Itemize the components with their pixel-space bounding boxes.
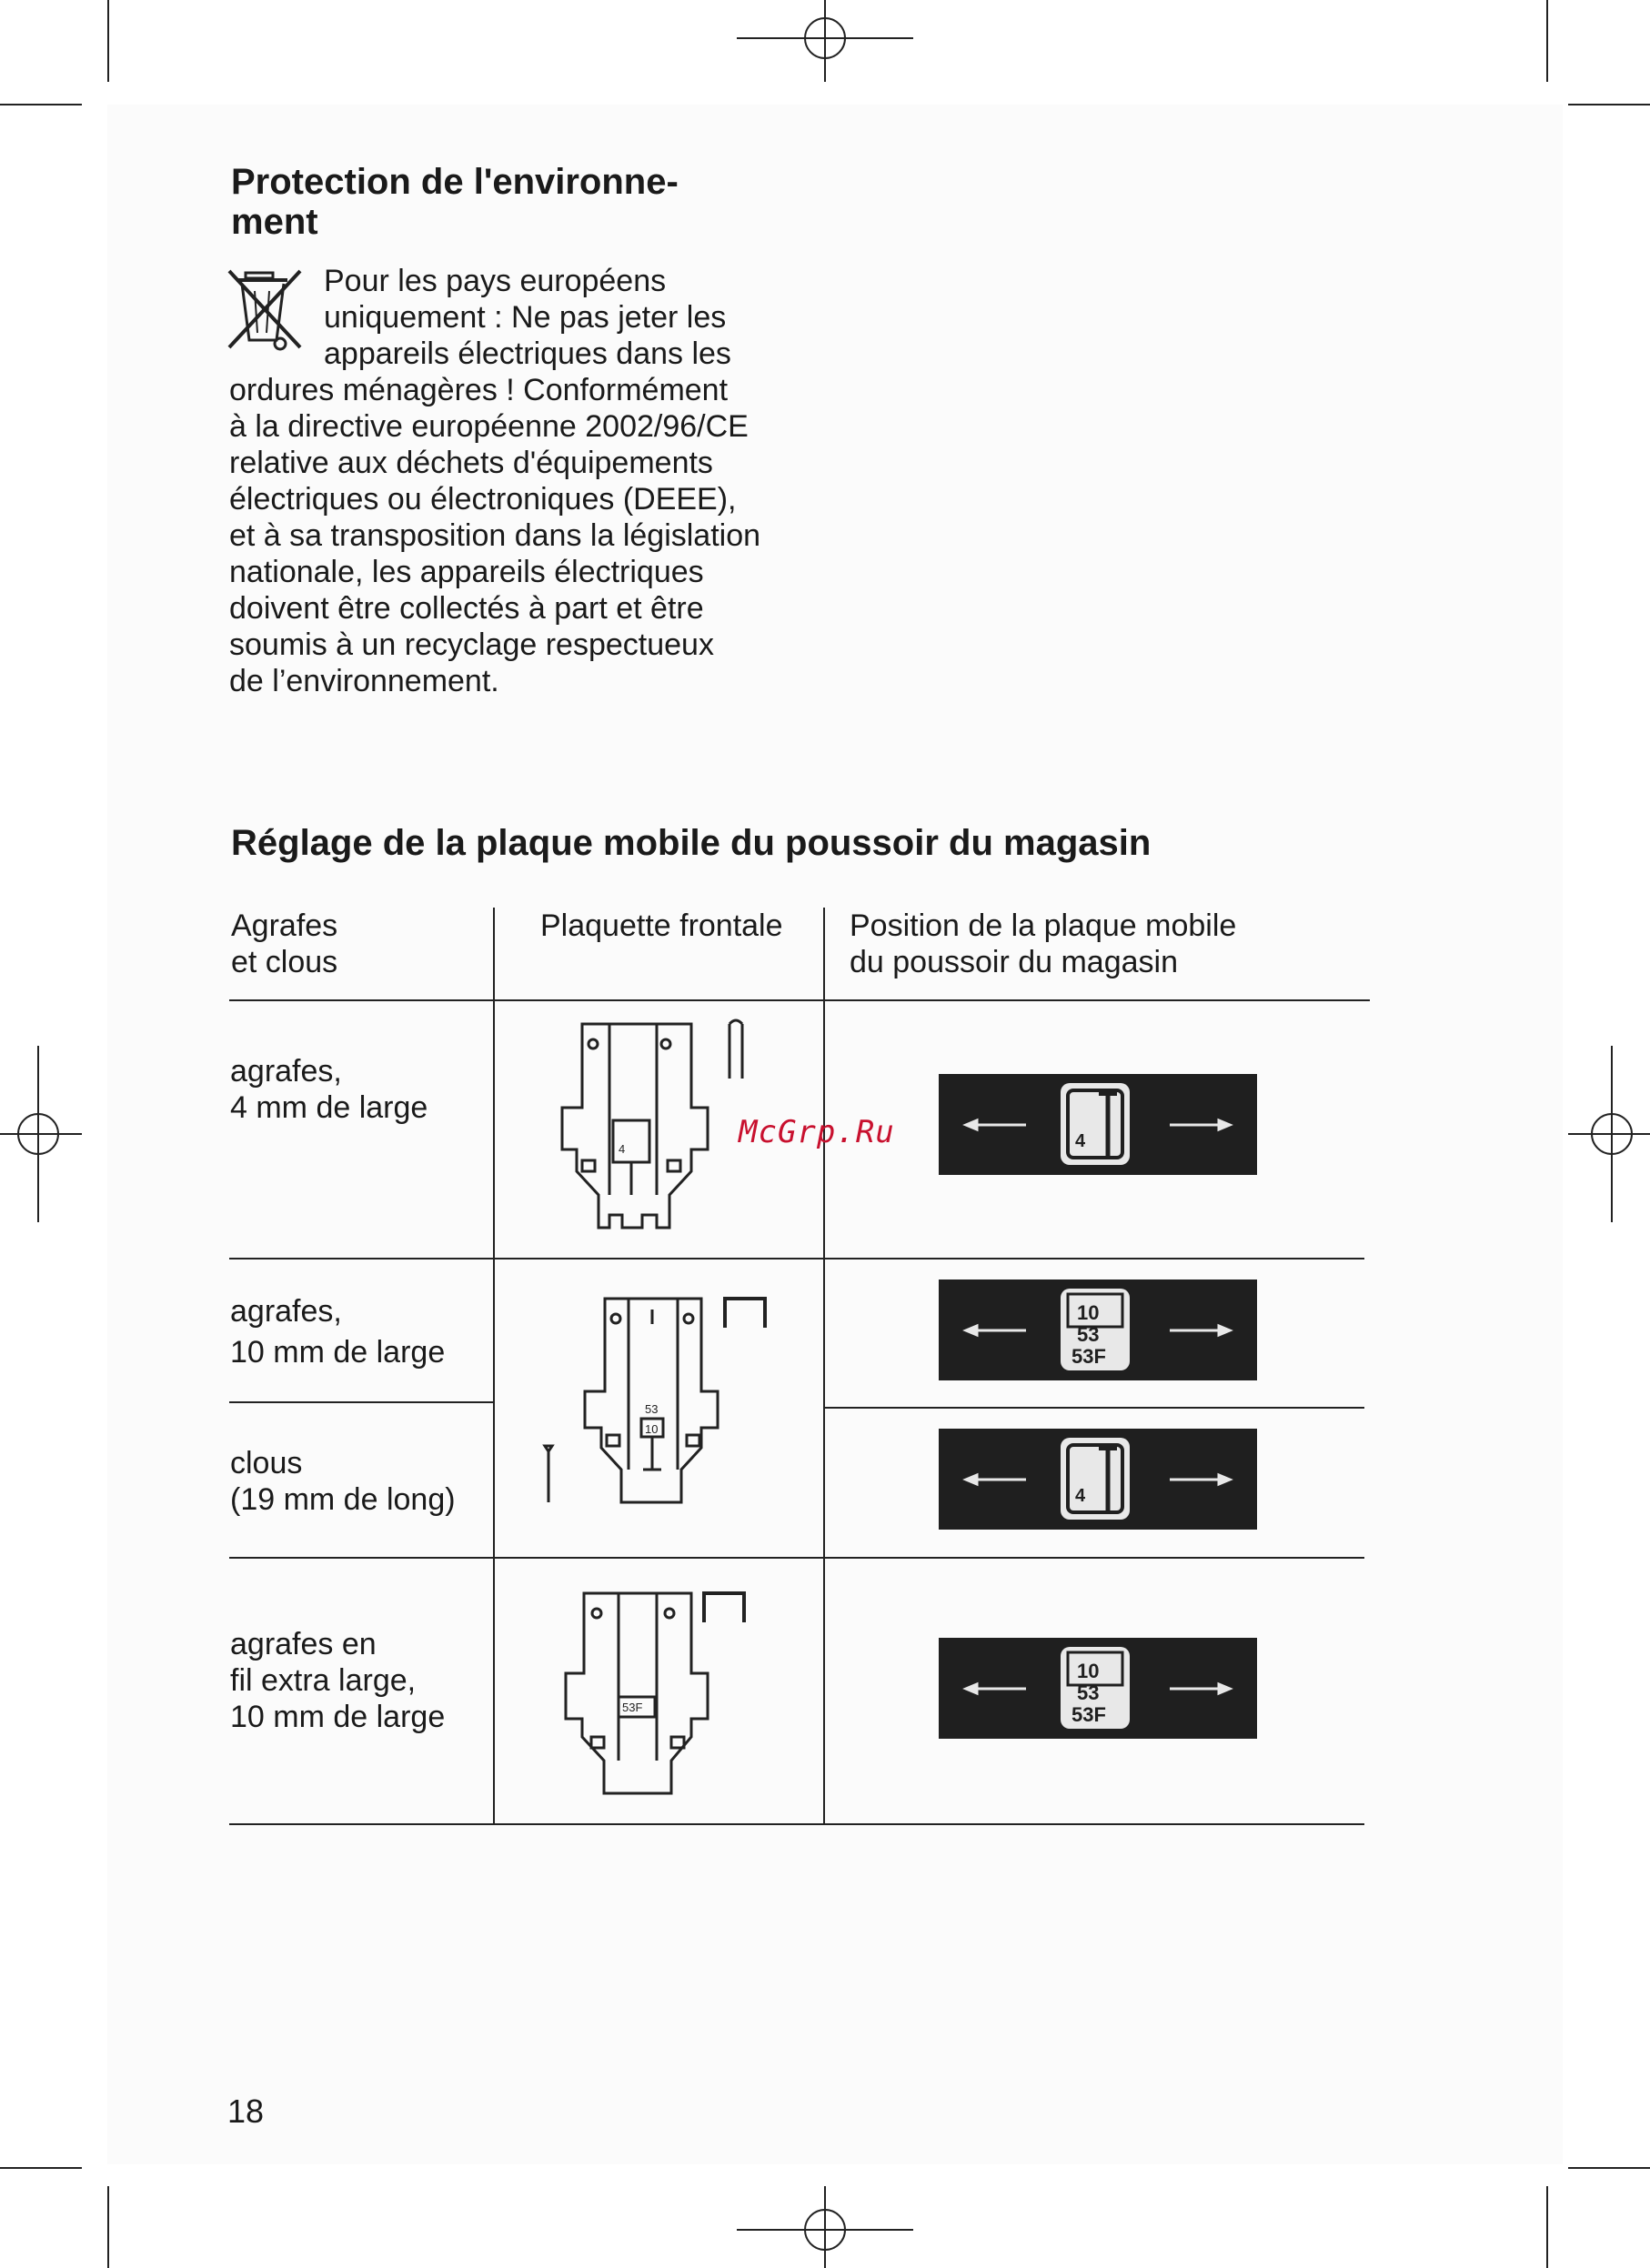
table-rule — [229, 1401, 494, 1403]
row-label-line: fil extra large, — [230, 1663, 417, 1698]
position-plate-4 — [939, 1074, 1257, 1175]
position-plate-10-53-53F — [939, 1638, 1257, 1739]
environment-heading-line1: Protection de l'environne- — [231, 162, 679, 202]
table-rule — [229, 1258, 1364, 1259]
table-rule — [229, 999, 1370, 1001]
row-label-line: agrafes, — [230, 1294, 342, 1329]
paragraph-line: soumis à un recyclage respectueux — [229, 627, 714, 662]
paragraph-line: nationale, les appareils électriques — [229, 555, 704, 589]
header-col3-line1: Position de la plaque mobile — [850, 908, 1237, 943]
paragraph-line: à la directive européenne 2002/96/CE — [229, 409, 749, 444]
row-staples-extra-wide — [230, 1626, 445, 1735]
drawing-label: 10 — [645, 1422, 659, 1436]
drawing-label: 53 — [645, 1402, 659, 1416]
registration-mark-left — [0, 1046, 82, 1222]
paragraph-line: relative aux déchets d'équipements — [229, 446, 713, 480]
header-col1-line2: et clous — [231, 945, 338, 979]
crop-mark — [107, 0, 109, 82]
table-rule — [229, 1823, 1364, 1825]
environment-heading — [231, 162, 868, 242]
header-front-plate — [540, 908, 783, 944]
plate-label: 10 — [1077, 1660, 1100, 1682]
page-number: 18 — [227, 2092, 265, 2130]
paragraph-line: ordures ménagères ! Conformément — [229, 373, 729, 407]
front-plate-drawing-10mm — [541, 1291, 778, 1519]
watermark: McGrp.Ru — [739, 1114, 895, 1150]
plate-label: 53F — [1071, 1345, 1106, 1368]
registration-mark-bottom — [737, 2186, 913, 2268]
header-col2: Plaquette frontale — [540, 908, 783, 943]
front-plate-drawing-extra-wide — [555, 1582, 764, 1801]
header-col3-line2: du poussoir du magasin — [850, 945, 1179, 979]
plate-label: 53 — [1077, 1681, 1100, 1704]
table-column-rule — [823, 908, 825, 1823]
crop-mark — [1568, 2167, 1650, 2169]
paragraph-line: de l’environnement. — [229, 664, 499, 698]
paragraph-line: et à sa transposition dans la législation — [229, 518, 761, 553]
row-label-line: 10 mm de large — [230, 1700, 446, 1734]
paragraph-line: uniquement : Ne pas jeter les — [324, 300, 727, 335]
table-column-rule — [493, 908, 495, 1823]
header-staples-nails — [231, 908, 337, 980]
registration-mark-top — [737, 0, 913, 82]
crop-mark — [0, 2167, 82, 2169]
plate-label: 4 — [1075, 1486, 1086, 1506]
drawing-label: 53F — [622, 1701, 643, 1714]
paragraph-line: électriques ou électroniques (DEEE), — [229, 482, 737, 517]
table-rule — [229, 1557, 1364, 1559]
row-staples-4mm — [230, 1053, 428, 1126]
plate-label: 53 — [1077, 1323, 1100, 1346]
row-staples-10mm — [230, 1293, 445, 1370]
table-rule — [824, 1407, 1364, 1409]
position-plate-10-53-53F — [939, 1280, 1257, 1380]
adjustment-heading: Réglage de la plaque mobile du poussoir du magasin — [231, 823, 1152, 863]
row-label-line: 10 mm de large — [230, 1335, 446, 1370]
plate-label: 10 — [1077, 1301, 1100, 1324]
paragraph-line: appareils électriques dans les — [324, 336, 731, 371]
crop-mark — [107, 2186, 109, 2268]
crop-mark — [1546, 0, 1548, 82]
row-label-line: clous — [230, 1446, 303, 1480]
row-label-line: agrafes en — [230, 1627, 377, 1661]
drawing-label: 4 — [619, 1142, 626, 1156]
crop-mark — [1568, 104, 1650, 105]
plate-label: 4 — [1075, 1131, 1086, 1151]
plate-label: 53F — [1071, 1703, 1106, 1726]
crop-mark — [0, 104, 82, 105]
registration-mark-right — [1568, 1046, 1650, 1222]
crop-mark — [1546, 2186, 1548, 2268]
position-plate-4 — [939, 1429, 1257, 1530]
row-nails-19mm — [230, 1445, 456, 1518]
row-label-line: agrafes, — [230, 1054, 342, 1089]
row-label-line: 4 mm de large — [230, 1090, 428, 1125]
environment-heading-line2: ment — [231, 202, 318, 242]
environment-paragraph — [229, 263, 830, 699]
paragraph-line: Pour les pays européens — [324, 264, 667, 298]
header-plate-position — [850, 908, 1236, 980]
paragraph-line: doivent être collectés à part et être — [229, 591, 704, 626]
row-label-line: (19 mm de long) — [230, 1482, 456, 1517]
header-col1-line1: Agrafes — [231, 908, 338, 943]
front-plate-drawing-4mm — [555, 1017, 755, 1235]
